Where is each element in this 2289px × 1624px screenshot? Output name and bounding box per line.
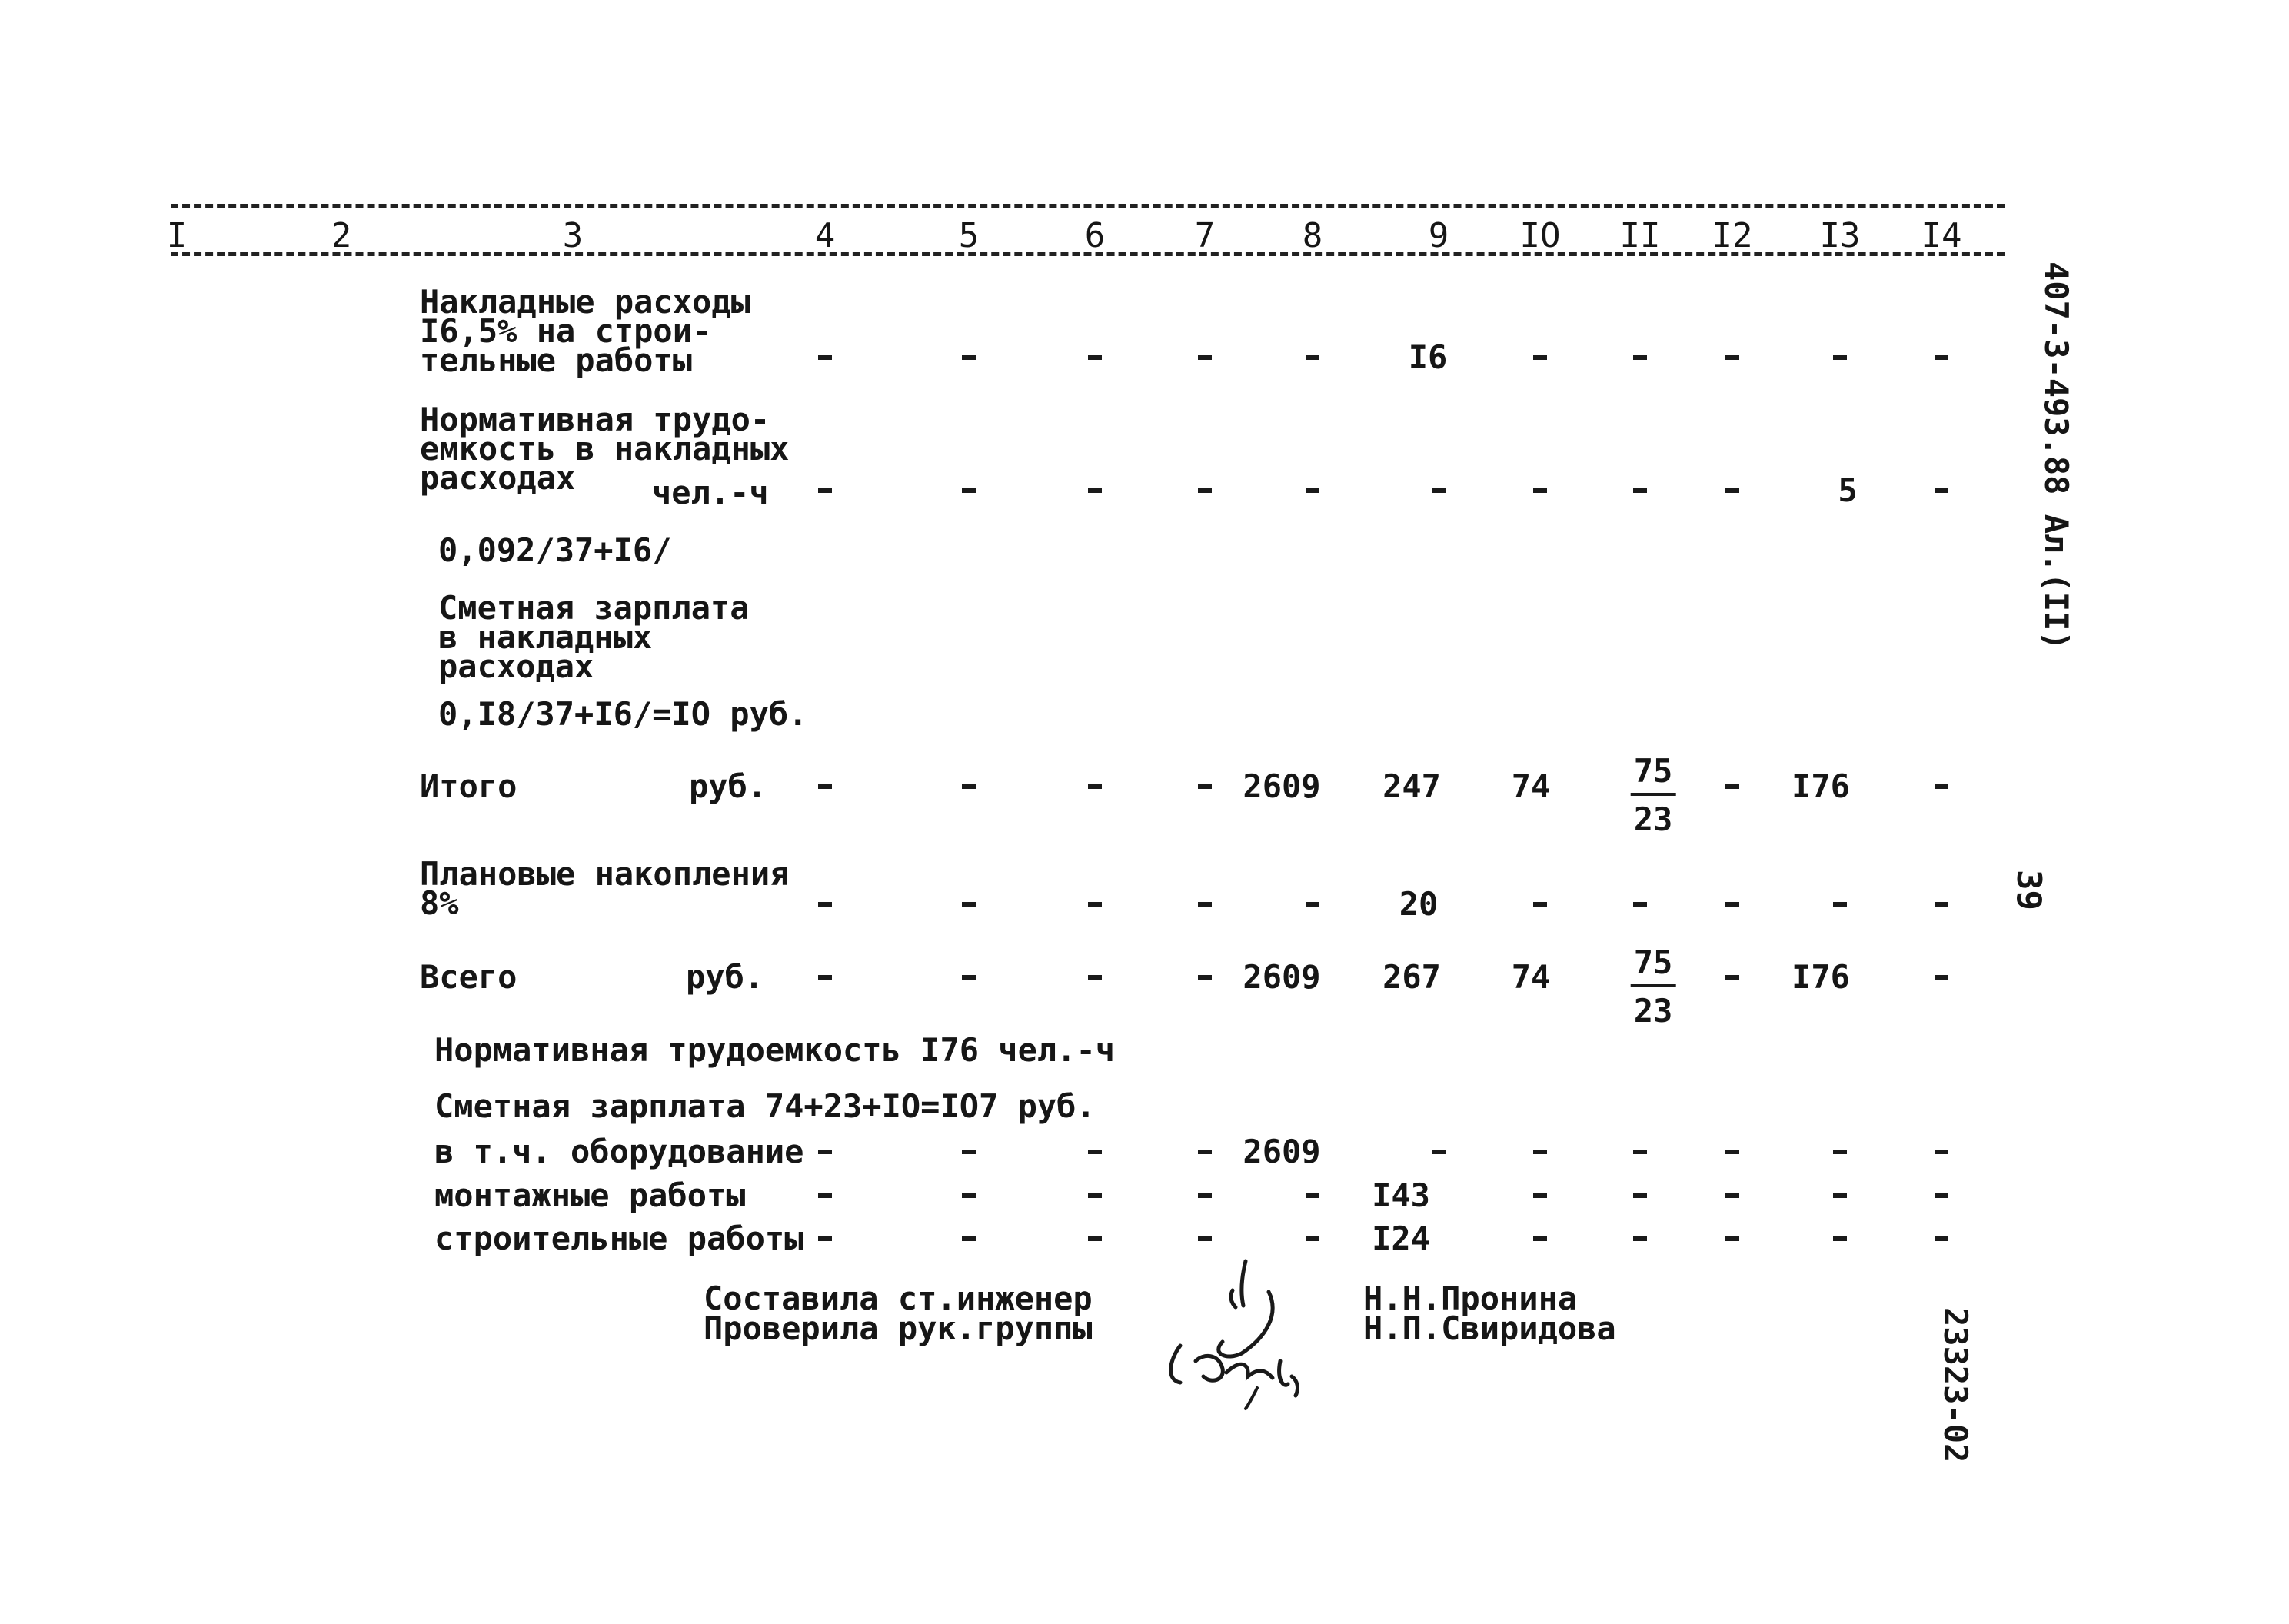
empty-cell-dash xyxy=(1306,355,1319,360)
empty-cell-dash xyxy=(1533,1150,1547,1154)
empty-cell-dash xyxy=(962,488,976,493)
column-header-12: I2 xyxy=(1712,216,1753,255)
total-col11-denominator: 23 xyxy=(1633,992,1673,1030)
page-number: 39 xyxy=(2008,870,2048,910)
empty-cell-dash xyxy=(962,355,976,360)
normative-labor-line: Нормативная трудоемкость I76 чел.-ч xyxy=(434,1031,1116,1069)
checked-by-name: Н.П.Свиридова xyxy=(1363,1310,1616,1347)
empty-cell-dash xyxy=(1935,1236,1948,1241)
empty-cell-dash xyxy=(1533,488,1547,493)
empty-cell-dash xyxy=(818,1236,832,1241)
empty-cell-dash xyxy=(1725,784,1739,789)
column-header-5: 5 xyxy=(958,216,980,255)
column-header-7: 7 xyxy=(1194,216,1216,255)
planned-savings-line1: Плановые накопления xyxy=(420,855,790,893)
column-header-4: 4 xyxy=(814,216,836,255)
column-header-14: I4 xyxy=(1921,216,1962,255)
empty-cell-dash xyxy=(1725,1150,1739,1154)
equipment-col8: 2609 xyxy=(1243,1133,1321,1170)
subtotal-col11-numerator: 75 xyxy=(1631,752,1676,796)
compiled-by-label: Составила ст.инженер xyxy=(704,1280,1093,1317)
empty-cell-dash xyxy=(1088,784,1102,789)
empty-cell-dash xyxy=(1088,488,1102,493)
empty-cell-dash xyxy=(1198,1150,1212,1154)
empty-cell-dash xyxy=(1833,1236,1847,1241)
wage-overhead-formula: 0,I8/37+I6/=IO руб. xyxy=(438,695,808,733)
empty-cell-dash xyxy=(1725,1236,1739,1241)
empty-cell-dash xyxy=(962,1236,976,1241)
empty-cell-dash xyxy=(1725,355,1739,360)
overhead-label-line2: I6,5% на строи- xyxy=(420,312,712,350)
empty-cell-dash xyxy=(1633,488,1647,493)
empty-cell-dash xyxy=(1935,488,1948,493)
empty-cell-dash xyxy=(1088,975,1102,980)
handwritten-signature xyxy=(1149,1246,1334,1415)
empty-cell-dash xyxy=(1088,1236,1102,1241)
empty-cell-dash xyxy=(818,902,832,907)
empty-cell-dash xyxy=(1725,488,1739,493)
empty-cell-dash xyxy=(1935,355,1948,360)
empty-cell-dash xyxy=(1533,1236,1547,1241)
empty-cell-dash xyxy=(818,784,832,789)
empty-cell-dash xyxy=(962,975,976,980)
column-header-13: I3 xyxy=(1819,216,1861,255)
empty-cell-dash xyxy=(1935,1150,1948,1154)
subtotal-col13: I76 xyxy=(1792,767,1850,805)
column-header-11: II xyxy=(1619,216,1661,255)
empty-cell-dash xyxy=(818,488,832,493)
empty-cell-dash xyxy=(818,355,832,360)
labor-formula: 0,092/37+I6/ xyxy=(438,531,672,569)
empty-cell-dash xyxy=(1088,355,1102,360)
empty-cell-dash xyxy=(1533,1193,1547,1198)
header-top-rule xyxy=(171,204,2005,208)
empty-cell-dash xyxy=(1833,1150,1847,1154)
empty-cell-dash xyxy=(1198,355,1212,360)
total-col9: 267 xyxy=(1382,958,1441,996)
estimate-wage-line: Сметная зарплата 74+23+IO=IO7 руб. xyxy=(434,1087,1096,1125)
empty-cell-dash xyxy=(1198,1236,1212,1241)
wage-overhead-line1: Сметная зарплата xyxy=(438,589,750,627)
column-header-6: 6 xyxy=(1084,216,1106,255)
empty-cell-dash xyxy=(1088,1150,1102,1154)
empty-cell-dash xyxy=(1633,1193,1647,1198)
total-col10: 74 xyxy=(1511,958,1551,996)
empty-cell-dash xyxy=(1833,902,1847,907)
project-code: 407-3-493.88 Ал.(II) xyxy=(2038,261,2075,651)
empty-cell-dash xyxy=(1088,902,1102,907)
checked-by-label: Проверила рук.группы xyxy=(704,1310,1093,1347)
empty-cell-dash xyxy=(818,1193,832,1198)
subtotal-col9: 247 xyxy=(1382,767,1441,805)
planned-savings-col9: 20 xyxy=(1399,885,1439,923)
empty-cell-dash xyxy=(1633,355,1647,360)
column-header-1: I xyxy=(166,216,188,255)
empty-cell-dash xyxy=(1432,1150,1446,1154)
empty-cell-dash xyxy=(1533,902,1547,907)
column-header-8: 8 xyxy=(1302,216,1323,255)
empty-cell-dash xyxy=(1088,1193,1102,1198)
overhead-label-line1: Накладные расходы xyxy=(420,283,750,321)
empty-cell-dash xyxy=(1935,1193,1948,1198)
empty-cell-dash xyxy=(1306,902,1319,907)
empty-cell-dash xyxy=(1725,902,1739,907)
empty-cell-dash xyxy=(1432,488,1446,493)
labor-overhead-col13: 5 xyxy=(1838,471,1858,509)
empty-cell-dash xyxy=(962,902,976,907)
empty-cell-dash xyxy=(962,1193,976,1198)
column-header-3: 3 xyxy=(562,216,584,255)
empty-cell-dash xyxy=(1198,488,1212,493)
total-col13: I76 xyxy=(1792,958,1850,996)
empty-cell-dash xyxy=(962,1150,976,1154)
labor-overhead-line3: расходах xyxy=(420,459,576,497)
empty-cell-dash xyxy=(1533,355,1547,360)
subtotal-unit: руб. xyxy=(689,767,767,805)
column-header-10: IO xyxy=(1519,216,1561,255)
empty-cell-dash xyxy=(1198,975,1212,980)
installation-label: монтажные работы xyxy=(434,1176,746,1214)
equipment-label: в т.ч. оборудование xyxy=(434,1133,804,1170)
subtotal-col11-fraction xyxy=(1631,752,1676,838)
compiled-by-name: Н.Н.Пронина xyxy=(1363,1280,1578,1317)
empty-cell-dash xyxy=(1833,1193,1847,1198)
empty-cell-dash xyxy=(1198,1193,1212,1198)
total-col11-fraction xyxy=(1631,943,1676,1030)
overhead-label-line3: тельные работы xyxy=(420,341,693,379)
subtotal-col8: 2609 xyxy=(1243,767,1321,805)
total-col8: 2609 xyxy=(1243,958,1321,996)
installation-col9: I43 xyxy=(1372,1176,1430,1214)
column-header-9: 9 xyxy=(1428,216,1449,255)
empty-cell-dash xyxy=(1833,355,1847,360)
subtotal-col11-denominator: 23 xyxy=(1633,800,1673,838)
overhead-col9: I6 xyxy=(1408,338,1448,376)
empty-cell-dash xyxy=(818,1150,832,1154)
total-col11-numerator: 75 xyxy=(1631,943,1676,987)
empty-cell-dash xyxy=(1935,975,1948,980)
labor-overhead-line1: Нормативная трудо- xyxy=(420,401,770,438)
construction-col9: I24 xyxy=(1372,1220,1430,1257)
empty-cell-dash xyxy=(1725,975,1739,980)
empty-cell-dash xyxy=(1306,488,1319,493)
empty-cell-dash xyxy=(1633,1236,1647,1241)
subtotal-label: Итого xyxy=(420,767,517,805)
empty-cell-dash xyxy=(1633,1150,1647,1154)
total-label: Всего xyxy=(420,958,517,996)
total-unit: руб. xyxy=(686,958,764,996)
empty-cell-dash xyxy=(1935,902,1948,907)
wage-overhead-line2: в накладных xyxy=(438,618,653,656)
wage-overhead-line3: расходах xyxy=(438,647,594,685)
empty-cell-dash xyxy=(1198,784,1212,789)
column-header-2: 2 xyxy=(331,216,352,255)
empty-cell-dash xyxy=(818,975,832,980)
empty-cell-dash xyxy=(1633,902,1647,907)
document-number: 23323-02 xyxy=(1937,1307,1975,1463)
empty-cell-dash xyxy=(1306,1236,1319,1241)
empty-cell-dash xyxy=(962,784,976,789)
subtotal-col10: 74 xyxy=(1511,767,1551,805)
labor-overhead-line2: емкость в накладных xyxy=(420,430,790,468)
construction-label: строительные работы xyxy=(434,1220,804,1257)
empty-cell-dash xyxy=(1198,902,1212,907)
empty-cell-dash xyxy=(1935,784,1948,789)
labor-overhead-unit: чел.-ч xyxy=(652,474,769,511)
empty-cell-dash xyxy=(1306,1193,1319,1198)
planned-savings-line2: 8% xyxy=(420,884,459,922)
empty-cell-dash xyxy=(1725,1193,1739,1198)
